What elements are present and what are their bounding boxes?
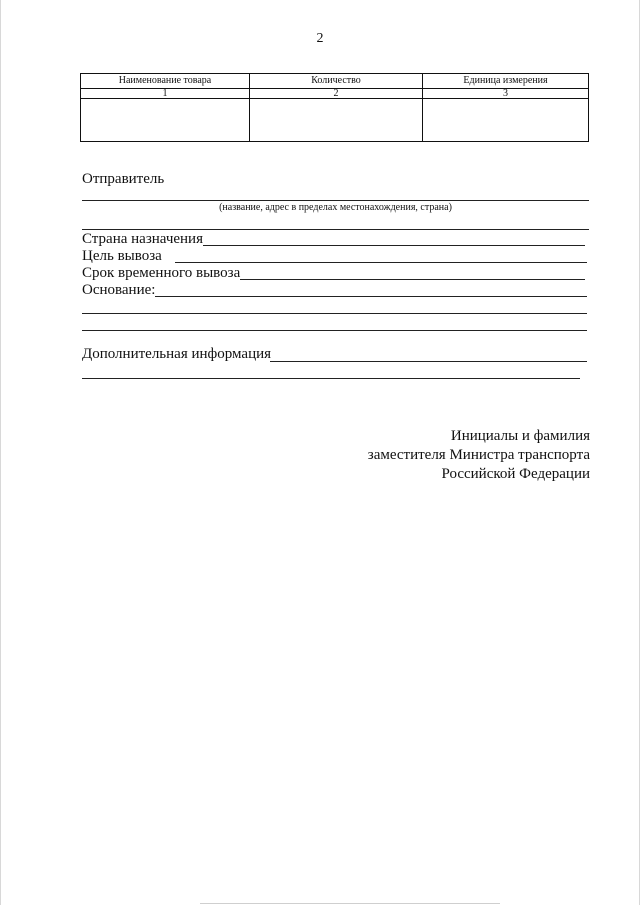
cell-quantity[interactable] <box>250 99 423 142</box>
term-label: Срок временного вывоза <box>82 265 241 281</box>
goods-table <box>80 73 589 142</box>
scan-bottom-mark <box>200 903 500 904</box>
page-number: 2 <box>316 31 324 46</box>
signature-line-1: Инициалы и фамилия <box>450 428 590 444</box>
scan-left-edge <box>0 0 1 905</box>
header-goods-name: Наименование товара <box>81 74 250 89</box>
cell-goods-name[interactable] <box>81 99 250 142</box>
basis-line-3[interactable] <box>82 330 587 331</box>
sender-label: Отправитель <box>82 171 165 187</box>
sender-line-2[interactable] <box>82 229 589 230</box>
table-number-row <box>81 89 589 99</box>
column-number-1: 1 <box>81 89 250 99</box>
column-number-3: 3 <box>423 89 589 99</box>
purpose-line[interactable] <box>175 262 587 263</box>
basis-label: Основание: <box>82 282 156 298</box>
additional-label: Дополнительная информация <box>82 346 272 362</box>
destination-label: Страна назначения <box>82 231 203 247</box>
additional-line[interactable] <box>270 361 587 362</box>
destination-line[interactable] <box>203 245 585 246</box>
table-empty-row <box>81 99 589 142</box>
header-quantity: Количество <box>250 74 423 89</box>
sender-caption: (название, адрес в пределах местонахождения, страна) <box>219 202 452 213</box>
table-header-row <box>81 74 589 89</box>
signature-line-2: заместителя Министра транспорта <box>367 447 590 463</box>
header-unit: Единица измерения <box>423 74 589 89</box>
cell-unit[interactable] <box>423 99 589 142</box>
term-line[interactable] <box>240 279 585 280</box>
signature-line-3: Российской Федерации <box>441 466 590 482</box>
column-number-2: 2 <box>250 89 423 99</box>
purpose-label: Цель вывоза <box>82 248 162 264</box>
basis-line[interactable] <box>155 296 587 297</box>
basis-line-2[interactable] <box>82 313 587 314</box>
sender-line[interactable] <box>82 200 589 201</box>
additional-line-2[interactable] <box>82 378 580 379</box>
